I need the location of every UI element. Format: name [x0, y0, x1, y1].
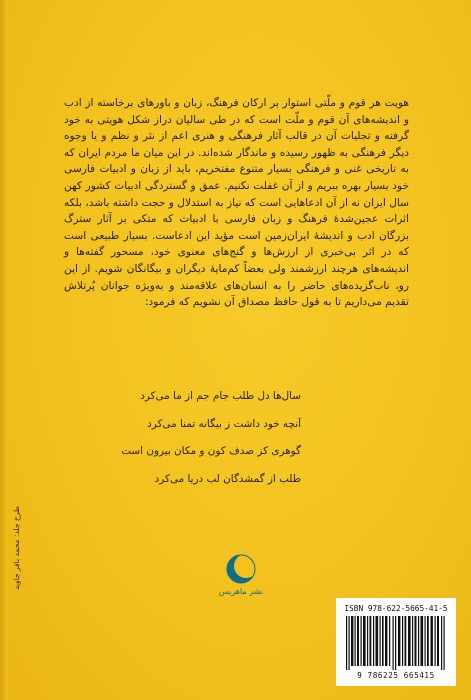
poem-line-2: آنچه خود داشت ز بیگانه تمنا می‌کرد [147, 417, 301, 430]
poem-line-3: گوهری کز صدف کون و مکان بیرون است [121, 445, 301, 457]
barcode-icon [344, 616, 448, 670]
publisher-logo [211, 553, 271, 603]
blurb-text [64, 95, 409, 311]
blurb-paragraph: هویت هر قوم و ملّتی استوار بر ارکان فرهنگ، زبان و باورهای برخاسته از ادب و اندیشه‌های آن قوم و ملّت است که در طی سالیان دراز شکل هویتی به خود گرفته و تجلیات آن در قالب آثار فرهنگی و هنری اعم از نثر و نظم و یا وجوه دیگر فرهنگی به ظهور رسیده و ماندگار شده‌اند. در این میان ما مردم ایران که به تاریخی غنی و فرهنگی بسیار متنوع مفتخریم، باید از زبان و ادبیات فارسی خود بسیار بهره ببریم و از آن غفلت نکنیم. عمق و گستردگی ادبیات کشور کهن سال ایران نه از آن ادعاهایی است که نیاز به استدلال و حجت داشته باشد، بلکه اثرات عجین‌شدهٔ فرهنگ و زبان فارسی با ادبیات که متکی بر آثار سترگ بزرگان ادب و اندیشهٔ ایران‌زمین است مؤید این ادعاست. بسیار طبیعی است که در اثر بی‌خبری از ارزش‌ها و گنج‌های معنوی خود، مسحور گفته‌ها و اندیشه‌های هرچند ارزشمند ولی بعضاً کم‌مایهٔ دیگران و بیگانگان شویم. از این رو، ناب‌گزیده‌های حاضر را به انسان‌های علاقه‌مند و به‌ویژه جوانان پُرتلاش تقدیم می‌داریم تا به قول حافظ مصداق آن نشویم که فرمود: [64, 97, 409, 309]
spine-edge [0, 0, 8, 700]
poem [111, 383, 301, 493]
poem-line-4: طلب از گمشدگان لب دریا می‌کرد [154, 472, 301, 485]
poem-line-1: سال‌ها دل طلب جام جم از ما می‌کرد [140, 390, 301, 402]
barcode-panel [336, 598, 456, 686]
isbn-label: ISBN 978-622-5665-41-5 [344, 604, 448, 613]
publisher-name: نشر ماهریس [218, 587, 264, 596]
barcode-number: 9 786225 665415 [357, 671, 435, 680]
publisher-logo-icon [225, 553, 257, 585]
cover-designer-credit: طرح جلد: محمد باقر جاوید [12, 506, 21, 590]
